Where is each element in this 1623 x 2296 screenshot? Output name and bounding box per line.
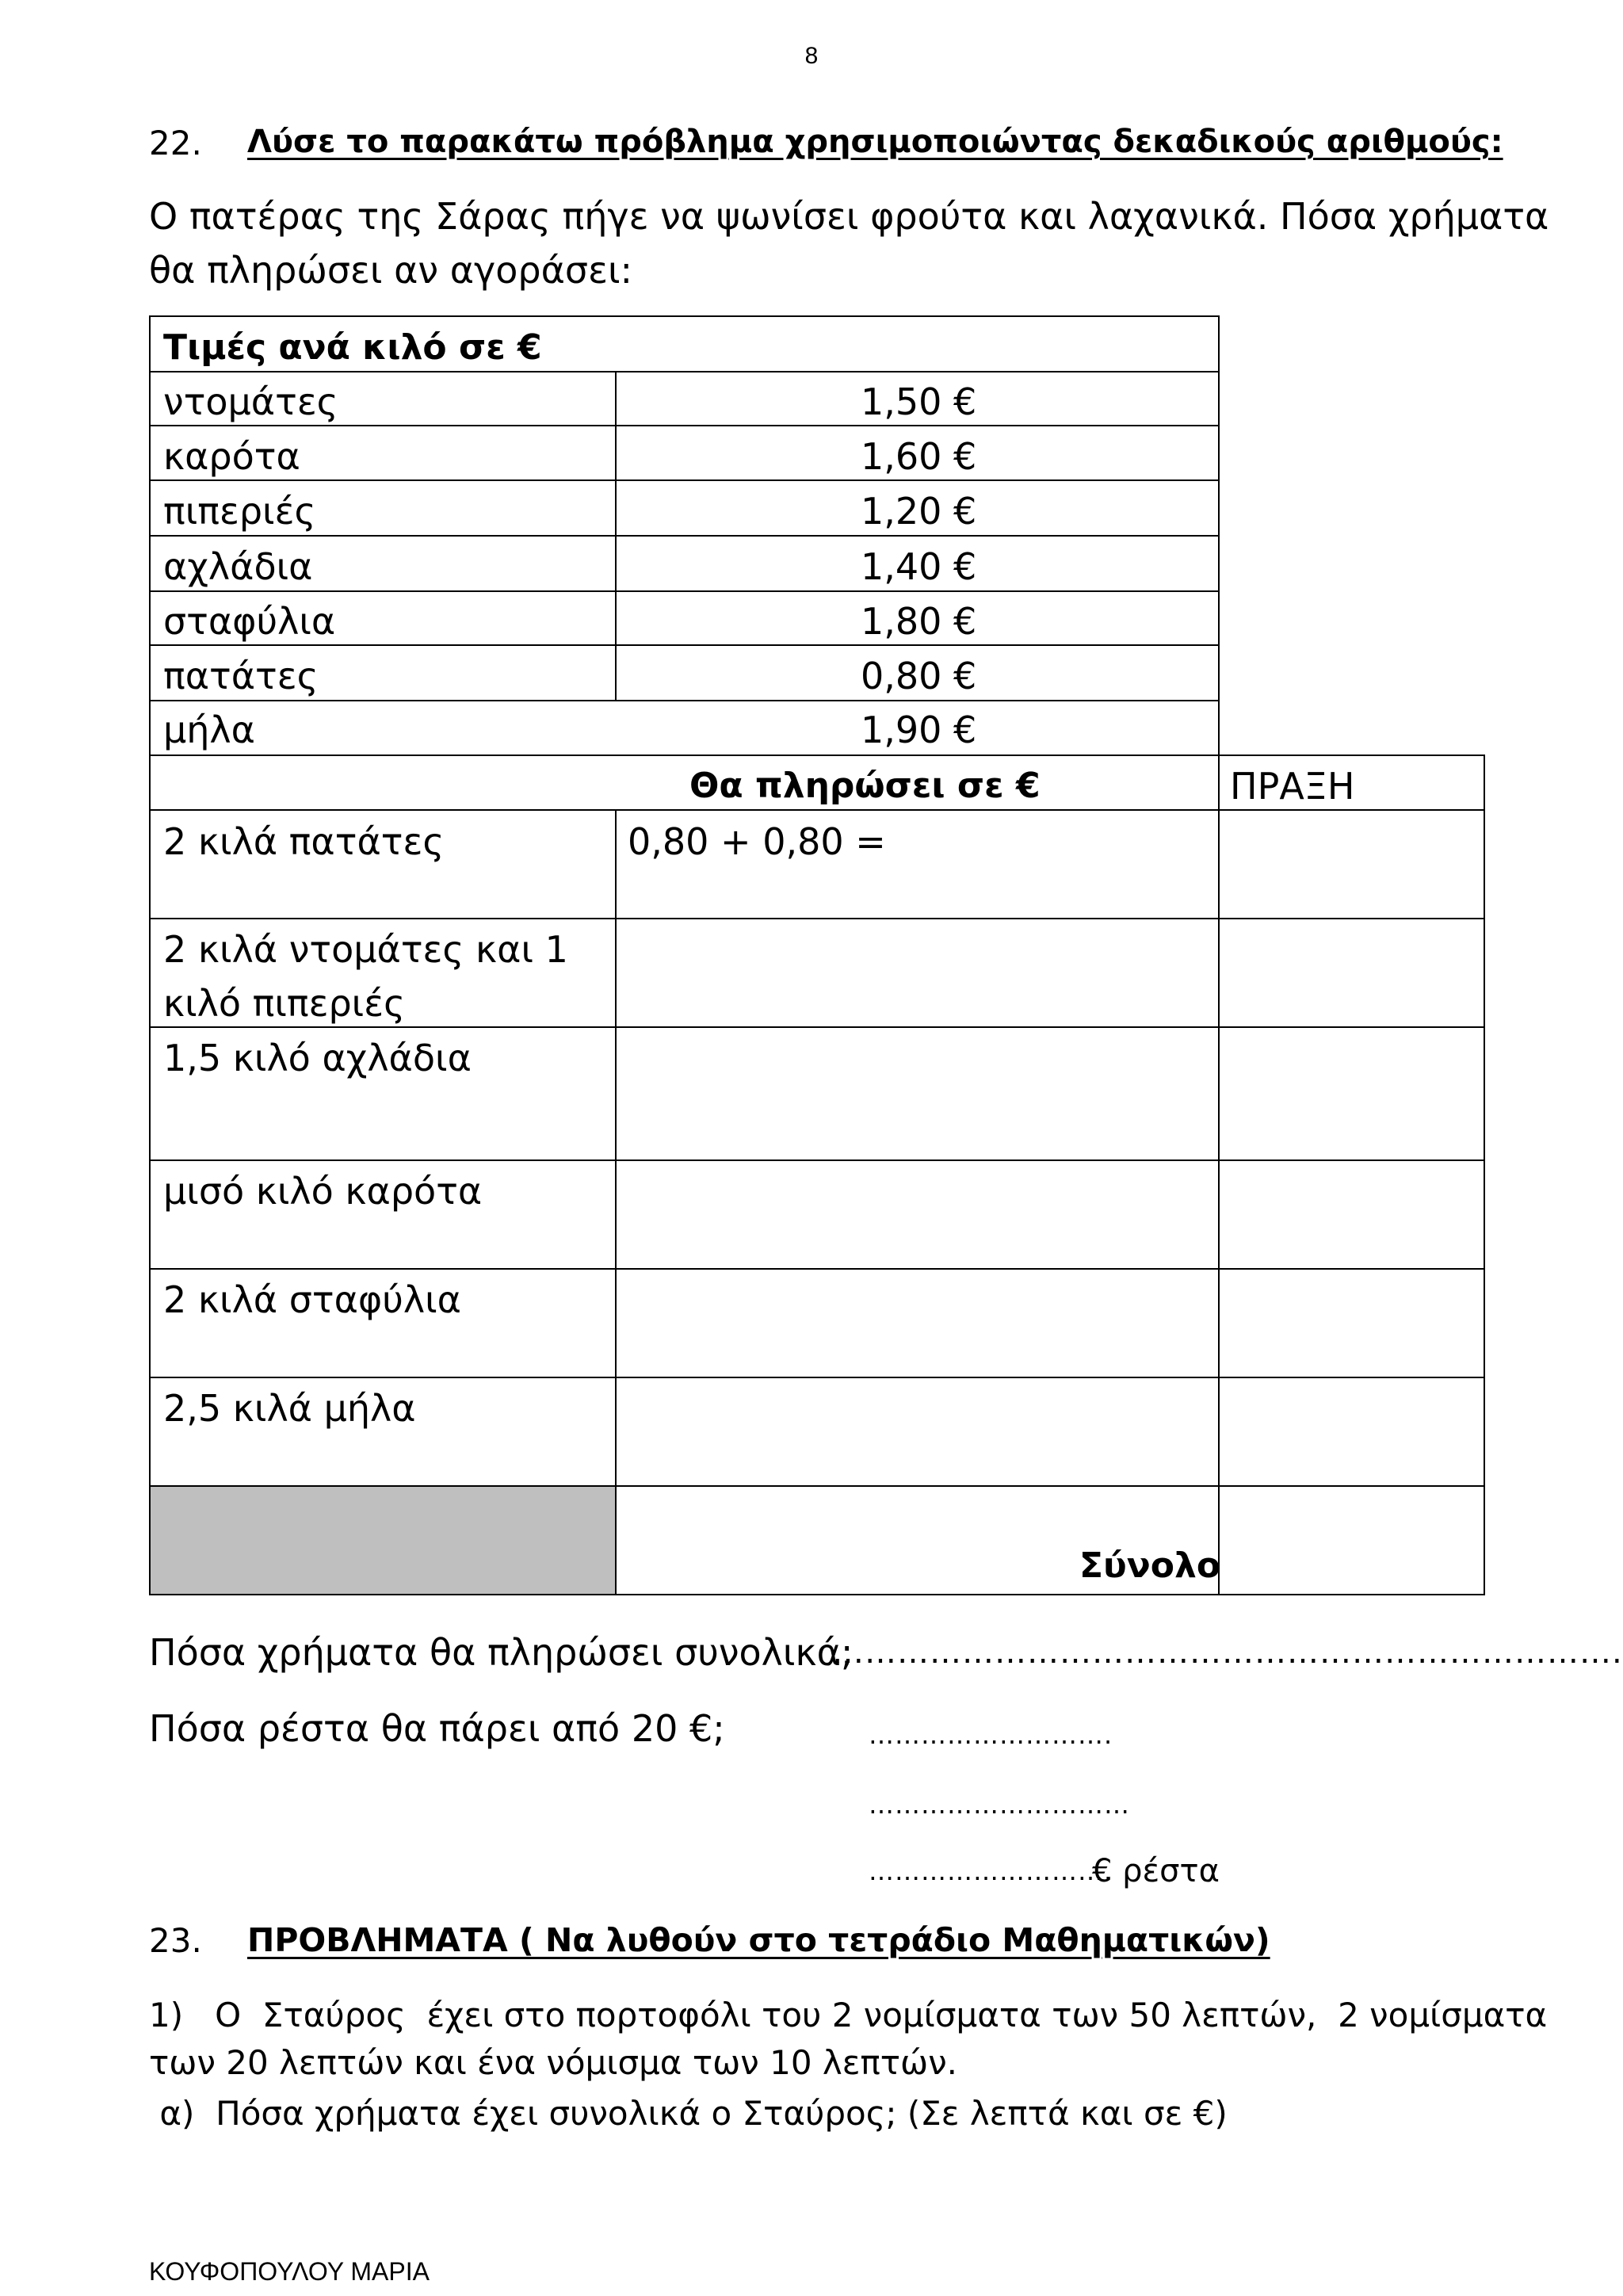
price-item-name: αχλάδια	[163, 545, 313, 588]
footer-author: ΚΟΥΦΟΠΟΥΛΟΥ ΜΑΡΙΑ	[149, 2257, 430, 2286]
price-table-header: Τιμές ανά κιλό σε €	[163, 327, 542, 368]
price-item-value: 1,60 €	[861, 435, 977, 478]
price-item-name: μήλα	[163, 709, 255, 751]
work-row-label: 2,5 κιλά μήλα	[163, 1387, 416, 1430]
work-row-label: 2 κιλά πατάτες	[163, 820, 445, 863]
work-row-label: 2 κιλά σταφύλια	[163, 1278, 461, 1321]
exercise-22-intro-line2: θα πληρώσει αν αγοράσει:	[149, 249, 633, 292]
work-row-label: μισό κιλό καρότα	[163, 1170, 483, 1213]
work-row-label-cont: κιλό πιπεριές	[163, 982, 406, 1025]
price-item-name: σταφύλια	[163, 600, 336, 643]
question-change: Πόσα ρέστα θα πάρει από 20 €;	[149, 1707, 725, 1750]
answer-line-change-2: …………………………	[869, 1790, 1130, 1820]
price-item-value: 0,80 €	[861, 655, 977, 697]
question-total-amount: Πόσα χρήματα θα πληρώσει συνολικά;	[149, 1631, 854, 1674]
exercise-22-title: Λύσε το παρακάτω πρόβλημα χρησιμοποιώντας δεκαδικούς αριθμούς:	[247, 124, 1503, 160]
exercise-23-number: 23.	[149, 1921, 202, 1960]
work-row-label: 2 κιλά ντομάτες και 1	[163, 928, 568, 971]
total-label-cell-shaded	[151, 1487, 615, 1594]
problem-1-line1: 1) Ο Σταύρος έχει στο πορτοφόλι του 2 νομίσματα των 50 λεπτών, 2 νομίσματα	[149, 1996, 1548, 2034]
price-item-value: 1,50 €	[861, 380, 977, 423]
price-item-value: 1,80 €	[861, 600, 977, 643]
price-item-value: 1,40 €	[861, 545, 977, 588]
problem-1-line2: των 20 λεπτών και ένα νόμισμα των 10 λεπτών.	[149, 2043, 958, 2082]
total-label: Σύνολο	[1079, 1545, 1221, 1586]
price-item-name: πατάτες	[163, 655, 319, 697]
answer-line-total: ……………………………………………………………….	[832, 1634, 1623, 1671]
price-item-value: 1,20 €	[861, 490, 977, 533]
column-header-pay: Θα πληρώσει σε €	[689, 766, 1041, 806]
price-item-value: 1,90 €	[861, 709, 977, 751]
column-header-operation: ΠΡΑΞΗ	[1230, 765, 1355, 808]
exercise-22-number: 22.	[149, 124, 202, 162]
answer-line-change-3: ……………………….	[869, 1856, 1113, 1886]
answer-line-change-1: ……………………….	[869, 1720, 1113, 1750]
problem-1-question-a: α) Πόσα χρήματα έχει συνολικά ο Σταύρος; (Σε λεπτά και σε €)	[149, 2094, 1228, 2133]
price-item-name: πιπεριές	[163, 490, 316, 533]
page-number: 8	[804, 43, 819, 69]
exercise-22-intro-line1: Ο πατέρας της Σάρας πήγε να ψωνίσει φρούτα και λαχανικά. Πόσα χρήματα	[149, 195, 1549, 238]
work-row-pay: 0,80 + 0,80 =	[628, 820, 886, 863]
change-suffix: € ρέστα	[1092, 1853, 1220, 1889]
work-row-label: 1,5 κιλό αχλάδια	[163, 1037, 472, 1079]
exercise-23-title: ΠΡΟΒΛΗΜΑΤΑ ( Να λυθούν στο τετράδιο Μαθηματικών)	[247, 1921, 1270, 1959]
price-item-name: καρότα	[163, 435, 300, 478]
price-item-name: ντομάτες	[163, 380, 338, 423]
